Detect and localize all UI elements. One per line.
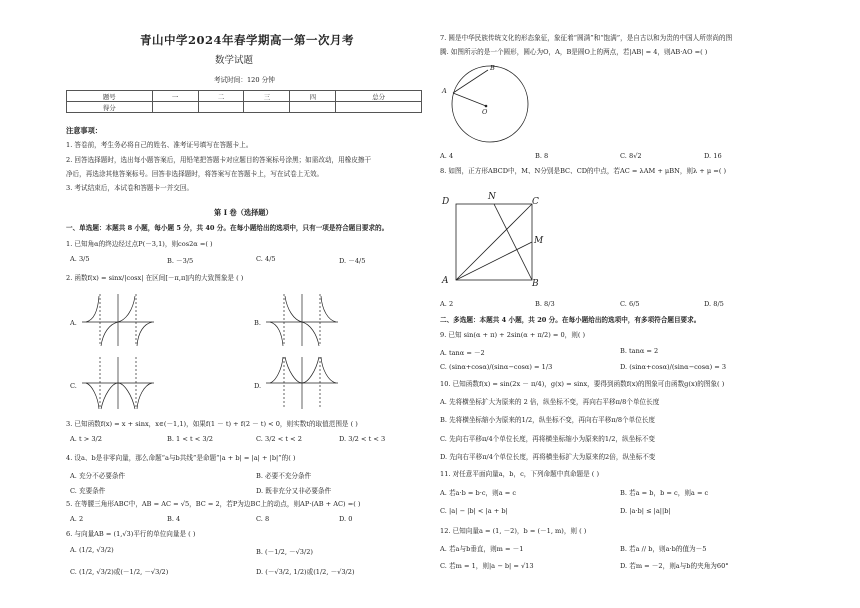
q5-stem: 5. 在等腰三角形ABC中，AB = AC = √5，BC = 2，若P为边BC上的动点，则AP·(AB + AC) =( ) <box>66 500 361 508</box>
score-cell: 三 <box>244 91 290 102</box>
q1-stem: 1. 已知角α的终边经过点P(－3,1)，则cos2α =( ) <box>66 240 213 248</box>
q8-option-c: C. 6/5 <box>620 300 640 308</box>
q8-label-n: N <box>488 192 496 202</box>
q7-circle-figure <box>442 62 532 146</box>
q3-option-b: B. 1 < t < 3/2 <box>167 435 213 443</box>
q9-option-b: B. tanα = 2 <box>620 347 659 355</box>
section1-title: 第 I 卷（选择题） <box>214 208 273 217</box>
q8-option-d: D. 8/5 <box>704 300 724 308</box>
q3-option-c: C. 3/2 < t < 2 <box>256 435 302 443</box>
note-item: 2. 回答选择题时，选出每小题答案后，用铅笔把答题卡对应题目的答案标号涂黑；如需改动，用橡皮擦干 <box>66 156 372 164</box>
exam-time: 考试时间：120 分钟 <box>214 76 275 84</box>
q4-stem: 4. 设a、b是非零向量，那么命题“a与b共线”是命题“|a + b| = |a| + |b|”的( ) <box>66 454 296 462</box>
q12-stem: 12. 已知向量a = (1, －2)，b = (－1, m)，则 ( ) <box>440 527 587 535</box>
q5-option-c: C. 8 <box>256 515 270 523</box>
note-item: 3. 考试结束后，本试卷和答题卡一并交回。 <box>66 184 194 192</box>
q7-option-a: A. 4 <box>440 152 454 160</box>
q9-option-a: A. tanα = －2 <box>440 349 485 357</box>
q12-option-d: D. 若m = －2，则a与b的夹角为60° <box>620 562 729 570</box>
q7-option-b: B. 8 <box>535 152 549 160</box>
q8-option-b: B. 8/3 <box>535 300 555 308</box>
q4-option-b: B. 必要不充分条件 <box>256 472 312 480</box>
q7-label-o: O <box>482 108 488 116</box>
q2-option-b: B. <box>254 319 261 327</box>
q7-label-a: A <box>442 87 447 95</box>
q10-option-a: A. 先将横坐标扩大为原来的 2 倍，纵坐标不变，再向右平移π/8个单位长度 <box>440 398 660 406</box>
q3-option-a: A. t > 3/2 <box>70 435 102 443</box>
q8-label-c: C <box>532 197 539 207</box>
q8-label-a: A <box>442 276 449 286</box>
q1-option-a: A. 3/5 <box>70 255 90 263</box>
note-item: 1. 答卷前，考生务必将自己的姓名、准考证号填写在答题卡上。 <box>66 141 253 149</box>
q11-option-c: C. |a| − |b| < |a + b| <box>440 507 508 515</box>
q8-stem: 8. 如图，正方形ABCD中，M、N分别是BC、CD的中点，若AC = λAM + μBN，则λ + μ =( ) <box>440 167 727 175</box>
score-cell: 题号 <box>67 91 153 102</box>
q3-option-d: D. 3/2 < t < 3 <box>339 435 386 443</box>
q9-option-d: D. (sinα+cosα)/(sinα−cosα) = 3 <box>620 363 727 371</box>
score-cell <box>336 102 422 113</box>
q11-option-a: A. 若a·b = b·c，则a = c <box>440 489 517 497</box>
score-row-header <box>67 91 422 102</box>
q11-option-b: B. 若a = b，b = c，则a = c <box>620 489 709 497</box>
q7-label-b: B <box>490 64 495 72</box>
score-table <box>66 90 422 113</box>
q5-option-b: B. 4 <box>167 515 181 523</box>
q6-stem: 6. 与向量AB = (1,√3)平行的单位向量是 ( ) <box>66 530 196 538</box>
section2-instructions: 二、多选题：本题共 4 小题，共 20 分。在每小题给出的选项中，有多项符合题目要求。 <box>440 316 701 324</box>
q1-option-b: B. －3/5 <box>167 257 194 265</box>
score-cell <box>152 102 198 113</box>
q6-option-d: D. (－√3/2, 1/2)或(1/2, －√3/2) <box>256 568 355 576</box>
q2-graph-c <box>80 355 156 411</box>
score-cell: 总分 <box>336 91 422 102</box>
q10-stem: 10. 已知函数f(x) = sin(2x － π/4)，g(x) = sinx，要得到函数f(x)的图象可由函数g(x)的图象( ) <box>440 380 725 388</box>
q2-option-d: D. <box>254 382 262 390</box>
q2-option-a: A. <box>70 319 77 327</box>
score-cell: 得分 <box>67 102 153 113</box>
q3-stem: 3. 已知函数f(x) = x + sinx，x∈(－1,1)，如果f(1 － t) + f(2 － t) < 0，则实数t的取值范围是 ( ) <box>66 420 358 428</box>
score-cell <box>198 102 244 113</box>
q6-option-a: A. (1/2, √3/2) <box>70 546 114 554</box>
q6-option-b: B. (－1/2, －√3/2) <box>256 548 313 556</box>
note-item: 净后，再选涂其他答案标号。回答非选择题时，将答案写在答题卡上，写在试卷上无效。 <box>66 170 324 178</box>
q10-option-d: D. 先向右平移π/4个单位长度，再将横坐标扩大为原来的2倍，纵坐标不变 <box>440 453 656 461</box>
notes-heading: 注意事项： <box>66 126 102 135</box>
exam-title: 青山中学2024年春学期高一第一次月考 <box>140 33 355 47</box>
q7-option-d: D. 16 <box>704 152 722 160</box>
q7-stem-line2: 腾. 如图所示的是一个圆形，圆心为O，A，B是圆O上的两点，若|AB| = 4，则AB·AO =( ) <box>440 48 708 56</box>
q12-option-b: B. 若a // b，则a·b的值为－5 <box>620 545 707 553</box>
section1-instructions: 一、单选题：本题共 8 小题，每小题 5 分，共 40 分。在每小题给出的选项中，只有一项是符合题目要求的。 <box>66 224 389 232</box>
q9-stem: 9. 已知 sin(α + π) + 2sin(α + π/2) = 0，则( ) <box>440 331 586 339</box>
score-row-values <box>67 102 422 113</box>
q8-option-a: A. 2 <box>440 300 454 308</box>
q4-option-c: C. 充要条件 <box>70 487 106 495</box>
q5-option-a: A. 2 <box>70 515 84 523</box>
q4-option-d: D. 既非充分又非必要条件 <box>256 487 332 495</box>
q8-label-b: B <box>532 279 539 289</box>
q2-graph-b <box>264 292 340 348</box>
q10-option-c: C. 先向右平移π/4个单位长度，再将横坐标缩小为原来的1/2，纵坐标不变 <box>440 435 655 443</box>
exam-subject: 数学试题 <box>215 55 254 66</box>
q6-option-c: C. (1/2, √3/2)或(－1/2, －√3/2) <box>70 568 169 576</box>
q2-graph-a <box>80 292 156 348</box>
score-cell <box>244 102 290 113</box>
q4-option-a: A. 充分不必要条件 <box>70 472 126 480</box>
score-cell: 一 <box>152 91 198 102</box>
q2-stem: 2. 函数f(x) = sinx/|cosx| 在区间[－π,π]内的大致图象是 ( ) <box>66 274 244 282</box>
q7-option-c: C. 8√2 <box>620 152 642 160</box>
score-cell: 二 <box>198 91 244 102</box>
q12-option-a: A. 若a与b垂直，则m = －1 <box>440 545 524 553</box>
q1-option-d: D. －4/5 <box>339 257 366 265</box>
q5-option-d: D. 0 <box>339 515 353 523</box>
q2-graph-d <box>264 355 340 411</box>
q2-option-c: C. <box>70 382 77 390</box>
q11-stem: 11. 对任意平面向量a，b，c，下列命题中真命题是 ( ) <box>440 470 600 478</box>
q9-option-c: C. (sinα+cosα)/(sinα−cosα) = 1/3 <box>440 363 553 371</box>
q11-option-d: D. |a·b| ≤ |a||b| <box>620 507 671 515</box>
q8-label-m: M <box>534 236 544 246</box>
q8-label-d: D <box>442 197 450 207</box>
q12-option-c: C. 若m = 1，则|a − b| = √13 <box>440 562 534 570</box>
q7-stem-line1: 7. 圆是中华民族传统文化的形态象征，象征着“圆满”和“饱满”，是自古以和为贵的中国人所崇尚的图 <box>440 34 733 42</box>
score-cell: 四 <box>290 91 336 102</box>
q10-option-b: B. 先将横坐标缩小为原来的1/2，纵坐标不变，再向右平移π/8个单位长度 <box>440 416 656 424</box>
score-cell <box>290 102 336 113</box>
q1-option-c: C. 4/5 <box>256 255 276 263</box>
